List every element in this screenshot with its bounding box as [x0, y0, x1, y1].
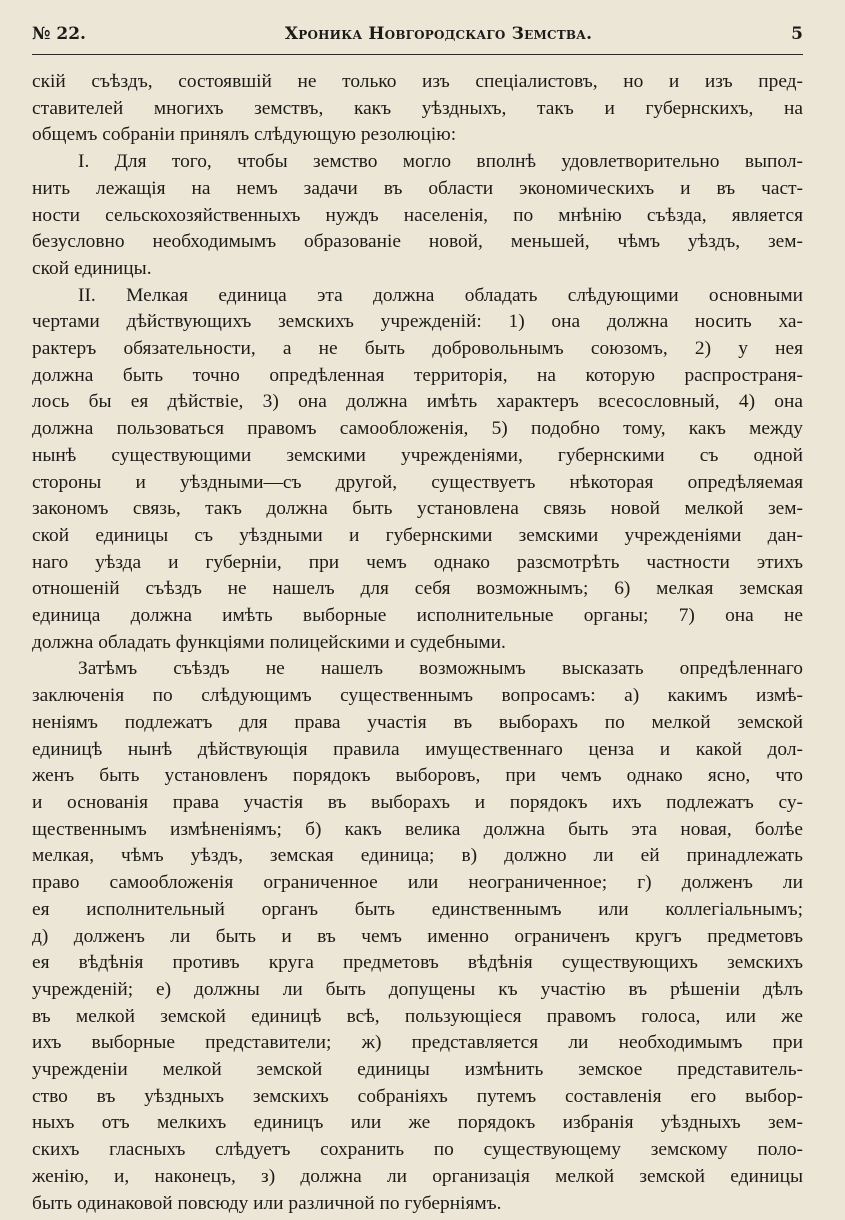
running-header [32, 24, 803, 55]
text-line: должна обладать функціями полицейскими и судебными. [32, 631, 506, 653]
text-line: ской единицы. [32, 257, 152, 279]
text-line: щественнымъ измѣненіямъ; б) какъ велика должна быть эта новая, болѣе [32, 818, 803, 840]
page-number: 5 [791, 24, 803, 44]
text-line: скій съѣздъ, состоявшій не только изъ спеціалистовъ, но и изъ пред- [32, 71, 803, 92]
text-line: въ мелкой земской единицѣ всѣ, пользующіеся правомъ голоса, или же [32, 1005, 803, 1027]
text-line: и основанія права участія въ выборахъ и порядокъ ихъ подлежатъ су- [32, 791, 803, 813]
text-line: нить лежащія на немъ задачи въ области экономическихъ и въ част- [32, 177, 803, 199]
text-line: общемъ собраніи принялъ слѣдующую резолюцію: [32, 124, 457, 146]
issue-number: № 22. [32, 24, 86, 44]
text-line: заключенія по слѣдующимъ существеннымъ вопросамъ: а) какимъ измѣ- [32, 685, 803, 707]
text-line: ской единицы съ уѣздными и губернскими земскими учрежденіями дан- [32, 524, 803, 546]
text-line: Затѣмъ съѣздъ не нашелъ возможнымъ высказать опредѣленнаго [78, 658, 803, 680]
text-line: рактеръ обязательности, а не быть добровольнымъ союзомъ, 2) у нея [32, 338, 803, 360]
text-line: единицѣ нынѣ дѣйствующія правила имущественнаго ценза и какой дол- [32, 738, 803, 760]
text-line: отношеній съѣздъ не нашелъ для себя возможнымъ; 6) мелкая земская [32, 578, 803, 600]
text-line: наго уѣзда и губерніи, при чемъ однако разсмотрѣть частности этихъ [32, 551, 803, 573]
text-line: ея исполнительный органъ быть единственнымъ или коллегіальнымъ; [32, 898, 803, 920]
text-line: стороны и уѣздными—съ другой, существуетъ нѣкоторая опредѣляемая [32, 471, 803, 493]
text-line: ство въ уѣздныхъ земскихъ собраніяхъ путемъ составленія его выбор- [32, 1085, 803, 1107]
text-line: неніямъ подлежатъ для права участія въ выборахъ по мелкой земской [32, 711, 803, 733]
text-line: закономъ связь, такъ должна быть установлена связь новой мелкой зем- [32, 498, 803, 520]
text-line: II. Мелкая единица эта должна обладать слѣдующими основными [78, 284, 803, 306]
journal-title: Хроника Новгородскаго Земства. [284, 24, 593, 44]
text-line: чертами дѣйствующихъ земскихъ учрежденій: 1) она должна носить ха- [32, 311, 803, 333]
text-line: должна пользоваться правомъ самообложенія, 5) подобно тому, какъ между [32, 418, 803, 440]
text-line: единица должна имѣть выборные исполнительные органы; 7) она не [32, 605, 803, 627]
text-line: безусловно необходимымъ образованіе новой, меньшей, чѣмъ уѣздъ, зем- [32, 231, 803, 253]
text-line: лось бы ея дѣйствіе, 3) она должна имѣть характеръ всесословный, 4) она [32, 391, 803, 413]
text-line: ихъ выборные представители; ж) представляется ли необходимымъ при [32, 1032, 803, 1054]
text-line: мелкая, чѣмъ уѣздъ, земская единица; в) должно ли ей принадлежать [32, 845, 803, 867]
text-line: право самообложенія ограниченное или неограниченное; г) долженъ ли [32, 872, 803, 894]
text-line: д) долженъ ли быть и въ чемъ именно ограниченъ кругъ предметовъ [32, 925, 803, 947]
text-line: должна быть точно опредѣленная территорія, на которую распространя- [32, 364, 803, 386]
text-line: нынѣ существующими земскими учрежденіями, губернскими съ одной [32, 444, 803, 466]
text-line: женію, и, наконецъ, з) должна ли организація мелкой земской единицы [32, 1165, 803, 1187]
text-line: ея вѣдѣнія противъ круга предметовъ вѣдѣнія существующихъ земскихъ [32, 952, 803, 974]
text-line: учрежденіи мелкой земской единицы измѣнить земское представитель- [32, 1059, 803, 1081]
text-line: I. Для того, чтобы земство могло вполнѣ удовлетворительно выпол- [78, 151, 803, 173]
body-text [32, 69, 803, 1217]
text-line: ныхъ отъ мелкихъ единицъ или же порядокъ избранія уѣздныхъ зем- [32, 1112, 803, 1134]
text-line: женъ быть установленъ порядокъ выборовъ, при чемъ однако ясно, что [32, 765, 803, 787]
text-line: ставителей многихъ земствъ, какъ уѣздныхъ, такъ и губернскихъ, на [32, 97, 803, 119]
text-line: учрежденій; е) должны ли быть допущены къ участію въ рѣшеніи дѣлъ [32, 978, 803, 1000]
text-line: ности сельскохозяйственныхъ нуждъ населенія, по мнѣнію съѣзда, является [32, 204, 803, 226]
text-line: быть одинаковой повсюду или различной по губерніямъ. [32, 1192, 502, 1214]
text-line: скихъ гласныхъ слѣдуетъ сохранить по существующему земскому поло- [32, 1139, 803, 1161]
